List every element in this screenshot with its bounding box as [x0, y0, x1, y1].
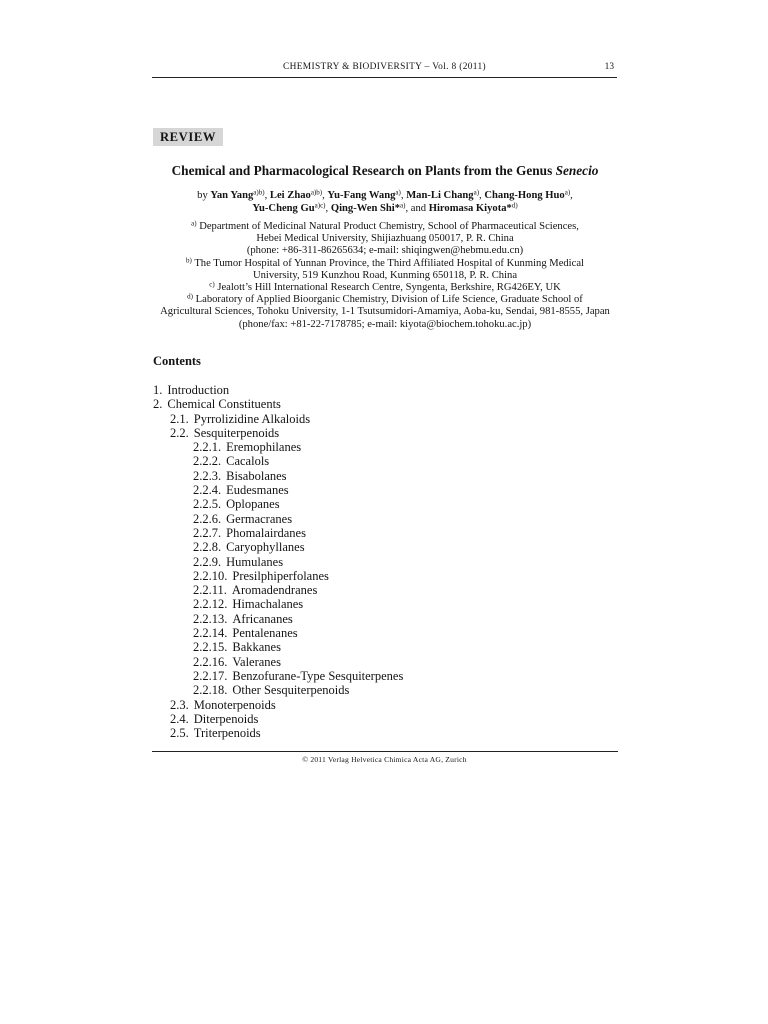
toc-item: [153, 726, 613, 740]
toc-number: 2.4.: [170, 711, 189, 726]
toc-label: Diterpenoids: [193, 711, 259, 726]
toc-label: Pentalenanes: [232, 626, 298, 641]
toc-label: Aromadendranes: [231, 583, 318, 598]
toc-number: 2.2.2.: [193, 454, 222, 469]
affiliation-line: [135, 221, 635, 233]
toc-number: 2.2.13.: [193, 611, 228, 626]
toc-item: [153, 383, 613, 397]
page-number: 13: [604, 62, 614, 72]
affiliation-ref: a): [564, 188, 571, 197]
toc-number: 2.2.4.: [193, 483, 222, 498]
toc-number: 2.2.6.: [193, 511, 222, 526]
corresponding-author-mark: *: [394, 203, 401, 214]
affiliation-ref: a)c): [314, 201, 326, 210]
header-rule: [152, 77, 617, 78]
toc-label: Pyrrolizidine Alkaloids: [193, 411, 311, 426]
toc-item: [153, 497, 613, 511]
author-line: [130, 189, 640, 202]
contents-list: [153, 383, 613, 740]
author-list: [130, 189, 640, 215]
toc-label: Oplopanes: [226, 497, 280, 512]
toc-label: Bakkanes: [232, 640, 281, 655]
affiliations: [135, 221, 635, 331]
toc-label: Monoterpenoids: [193, 697, 276, 712]
affiliation-text: Laboratory of Applied Bioorganic Chemistry, Division of Life Science, Graduate School of: [195, 294, 583, 306]
affiliation-line: [135, 258, 635, 270]
author-name: Hiromasa Kiyota: [428, 203, 507, 214]
toc-number: 2.2.7.: [193, 525, 222, 540]
toc-label: Valeranes: [232, 654, 281, 669]
contents-heading: Contents: [153, 354, 201, 368]
toc-item: [153, 626, 613, 640]
author-name: Yan Yang: [210, 190, 254, 201]
toc-item: [153, 426, 613, 440]
author-separator: ,: [479, 190, 482, 201]
toc-item: [153, 555, 613, 569]
toc-label: Humulanes: [226, 554, 284, 569]
author-name: Chang-Hong Huo: [484, 190, 565, 201]
toc-number: 2.2.3.: [193, 468, 222, 483]
author: [327, 190, 403, 201]
toc-number: 2.2.14.: [193, 626, 228, 641]
toc-number: 2.2.16.: [193, 654, 228, 669]
toc-label: Caryophyllanes: [226, 540, 305, 555]
toc-label: Bisabolanes: [226, 468, 287, 483]
toc-number: 2.2.8.: [193, 540, 222, 555]
affiliation-ref: a): [473, 188, 480, 197]
affiliation-ref: a): [400, 201, 406, 210]
toc-item: [153, 669, 613, 683]
toc-item: [153, 698, 613, 712]
toc-label: Triterpenoids: [193, 726, 261, 741]
toc-number: 2.: [153, 397, 163, 412]
author: [429, 203, 518, 214]
toc-item: [153, 612, 613, 626]
toc-item: [153, 397, 613, 411]
journal-running-title: CHEMISTRY & BIODIVERSITY – Vol. 8 (2011): [283, 62, 486, 72]
toc-number: 1.: [153, 383, 163, 397]
toc-item: [153, 683, 613, 697]
toc-label: Phomalairdanes: [226, 525, 306, 540]
affiliation-line: [135, 319, 635, 331]
toc-label: Eremophilanes: [226, 440, 302, 455]
affiliation-line: [135, 306, 635, 318]
toc-label: Eudesmanes: [226, 483, 289, 498]
toc-label: Germacranes: [226, 511, 293, 526]
copyright-notice: © 2011 Verlag Helvetica Chimica Acta AG, Zurich: [302, 755, 467, 764]
affiliation-text: Agricultural Sciences, Tohoku University, 1-1 Tsutsumidori-Amamiya, Aoba-ku, Sendai, 981-8555, Japan: [160, 306, 610, 318]
toc-label: Benzofurane-Type Sesquiterpenes: [232, 668, 404, 683]
toc-number: 2.2.9.: [193, 554, 222, 569]
author-separator: ,: [570, 190, 573, 201]
toc-item: [153, 526, 613, 540]
toc-item: [153, 454, 613, 468]
affiliation-text: The Tumor Hospital of Yunnan Province, the Third Affiliated Hospital of Kunming Medical: [194, 257, 584, 269]
affiliation-mark: c): [209, 280, 215, 289]
toc-item: [153, 712, 613, 726]
author-separator: ,: [264, 190, 268, 201]
toc-item: [153, 640, 613, 654]
affiliation-line: [135, 245, 635, 257]
toc-label: Africananes: [232, 611, 293, 626]
toc-item: [153, 483, 613, 497]
affiliation-text: (phone: +86-311-86265634; e-mail: shiqingwen@hebmu.edu.cn): [246, 245, 524, 257]
toc-label: Introduction: [167, 383, 230, 397]
author: [270, 190, 325, 201]
article-title-genus: Senecio: [555, 163, 599, 178]
toc-item: [153, 583, 613, 597]
author-name: Yu-Fang Wang: [327, 190, 396, 201]
toc-item: [153, 540, 613, 554]
toc-number: 2.1.: [170, 411, 189, 426]
toc-label: Other Sesquiterpenoids: [232, 683, 350, 698]
toc-number: 2.2.17.: [193, 668, 228, 683]
toc-number: 2.3.: [170, 697, 189, 712]
toc-label: Cacalols: [226, 454, 270, 469]
author-name: Lei Zhao: [269, 190, 311, 201]
author: [331, 203, 426, 214]
toc-label: Presilphiperfolanes: [232, 568, 329, 583]
author-separator: ,: [400, 190, 404, 201]
toc-number: 2.2.15.: [193, 640, 228, 655]
affiliation-ref: a)b): [310, 188, 323, 197]
article-type-label: REVIEW: [153, 128, 223, 146]
affiliation-mark: a): [191, 219, 197, 228]
author-line: [130, 202, 640, 215]
toc-label: Sesquiterpenoids: [193, 425, 280, 440]
toc-label: Chemical Constituents: [167, 397, 281, 412]
affiliation-text: Jealott’s Hill International Research Centre, Syngenta, Berkshire, RG426EY, UK: [217, 282, 561, 294]
toc-item: [153, 512, 613, 526]
affiliation-mark: d): [187, 292, 193, 301]
affiliation-line: [135, 282, 635, 294]
affiliation-text: University, 519 Kunzhou Road, Kunming 650118, P. R. China: [252, 269, 518, 281]
toc-label: Himachalanes: [232, 597, 304, 612]
author-name: Yu-Cheng Gu: [252, 203, 315, 214]
toc-number: 2.2.10.: [193, 568, 228, 583]
toc-number: 2.5.: [170, 726, 189, 741]
author-by: by: [197, 190, 208, 201]
toc-item: [153, 597, 613, 611]
affiliation-ref: a)b): [253, 188, 265, 197]
affiliation-line: [135, 294, 635, 306]
footer-rule: [152, 751, 618, 752]
toc-item: [153, 569, 613, 583]
affiliation-mark: b): [186, 256, 192, 265]
author-separator: ,: [322, 190, 325, 201]
author-separator: , and: [405, 203, 427, 214]
toc-number: 2.2.12.: [193, 597, 228, 612]
author: [484, 190, 572, 201]
toc-number: 2.2.5.: [193, 497, 222, 512]
corresponding-author-mark: *: [506, 203, 512, 214]
affiliation-ref: d): [511, 201, 518, 210]
toc-number: 2.2.1.: [193, 440, 222, 455]
toc-number: 2.2.: [170, 425, 189, 440]
article-title-text: Chemical and Pharmacological Research on Plants from the Genus: [171, 163, 553, 178]
author-name: Man-Li Chang: [406, 190, 474, 201]
affiliation-text: Department of Medicinal Natural Product Chemistry, School of Pharmaceutical Sciences,: [199, 221, 579, 232]
toc-item: [153, 412, 613, 426]
affiliation-line: [135, 233, 635, 245]
author: [252, 203, 328, 214]
article-title: [130, 163, 640, 179]
author-name: Qing-Wen Shi: [330, 203, 395, 214]
affiliation-text: (phone/fax: +81-22-7178785; e-mail: kiyota@biochem.tohoku.ac.jp): [238, 318, 532, 330]
toc-number: 2.2.11.: [193, 583, 227, 598]
affiliation-ref: a): [395, 188, 401, 197]
author: [210, 190, 267, 201]
toc-number: 2.2.18.: [193, 683, 228, 698]
toc-item: [153, 655, 613, 669]
affiliation-text: Hebei Medical University, Shijiazhuang 050017, P. R. China: [256, 233, 514, 245]
toc-item: [153, 469, 613, 483]
author: [406, 190, 482, 201]
author-separator: ,: [325, 203, 329, 214]
toc-item: [153, 440, 613, 454]
